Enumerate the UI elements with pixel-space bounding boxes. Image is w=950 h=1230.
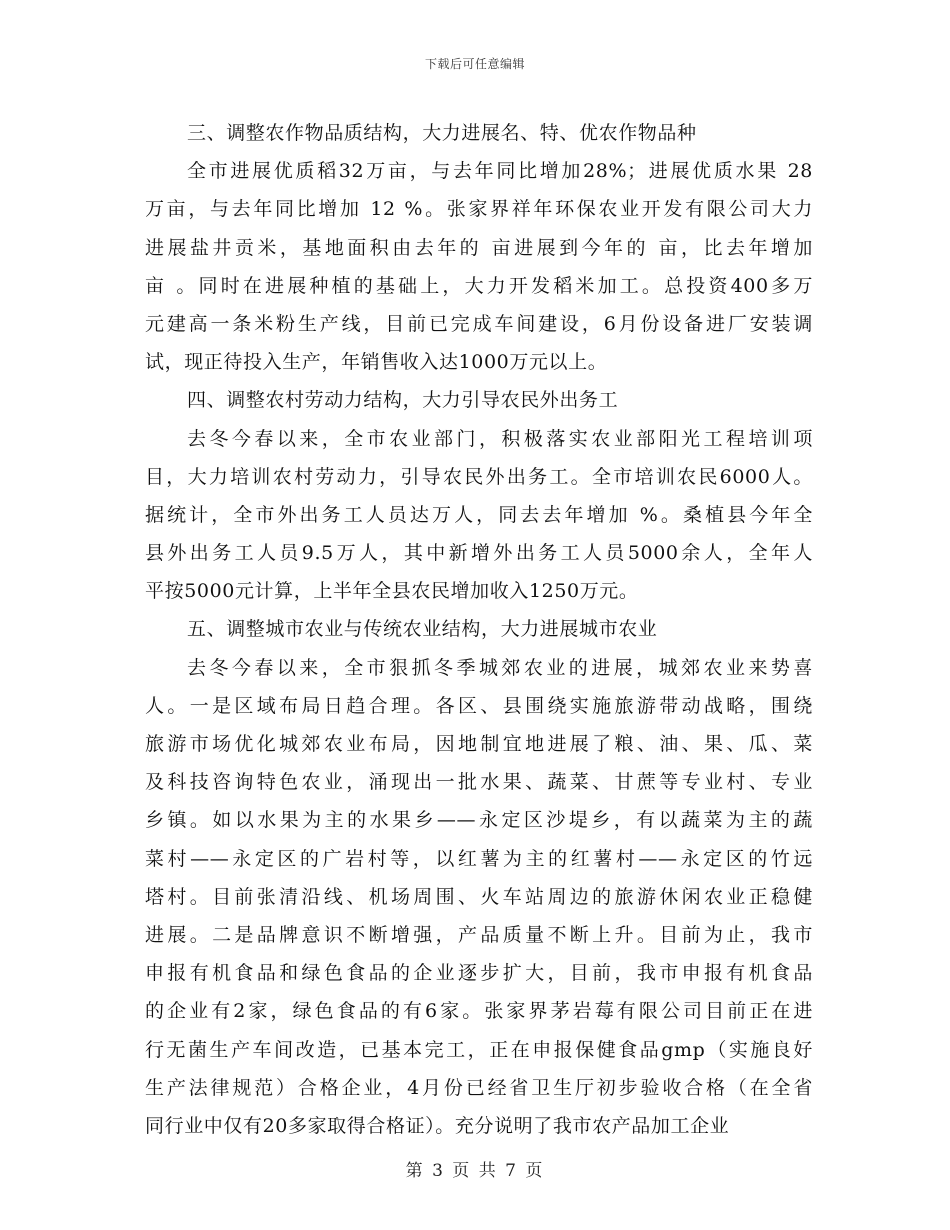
section-heading [145, 610, 813, 648]
section-heading [145, 381, 813, 419]
body-paragraph [145, 152, 813, 381]
text-line: 目，大力培训农村劳动力，引导农民外出务工。全市培训农民6000人。 [145, 465, 813, 488]
text-line: 生产法律规范）合格企业，4月份已经省卫生厅初步验收合格（在全省 [145, 1076, 813, 1099]
text-line: 及科技咨询特色农业，涌现出一批水果、蔬菜、甘蔗等专业村、专业 [145, 771, 813, 794]
text-line: 的企业有2家，绿色食品的有6家。张家界茅岩莓有限公司目前正在进 [145, 1000, 813, 1023]
text-line: 全市进展优质稻32万亩，与去年同比增加28%；进展优质水果 28 [187, 160, 813, 183]
text-line: 塔村。目前张清沿线、机场周围、火车站周边的旅游休闲农业正稳健 [145, 885, 813, 908]
text-line: 同行业中仅有20多家取得合格证）。充分说明了我市农产品加工企业 [145, 1114, 730, 1137]
text-line: 申报有机食品和绿色食品的企业逐步扩大，目前，我市申报有机食品 [145, 962, 813, 985]
text-line: 去冬今春以来，全市农业部门，积极落实农业部阳光工程培训项 [187, 427, 813, 450]
text-line: 行无菌生产车间改造，已基本完工，正在申报保健食品gmp（实施良好 [145, 1038, 813, 1061]
text-line: 平按5000元计算，上半年全县农民增加收入1250万元。 [145, 580, 639, 603]
text-line: 旅游市场优化城郊农业布局，因地制宜地进展了粮、油、果、瓜、菜 [145, 733, 813, 755]
text-line: 元建高一条米粉生产线，目前已完成车间建设，6月份设备进厂安装调 [145, 312, 813, 335]
body-paragraph [145, 649, 813, 1145]
text-line: 万亩，与去年同比增加 12 %。张家界祥年环保农业开发有限公司大力 [145, 198, 813, 221]
text-line: 试，现正待投入生产，年销售收入达1000万元以上。 [145, 351, 608, 374]
page-number: 第 3 页 共 7 页 [405, 1161, 545, 1181]
page-header: 下载后可任意编辑 [424, 57, 525, 71]
section-heading [145, 114, 813, 152]
text-line: 乡镇。如以水果为主的水果乡——永定区沙堤乡，有以蔬菜为主的蔬 [145, 809, 813, 832]
heading-line: 五、调整城市农业与传统农业结构，大力进展城市农业 [187, 618, 658, 641]
text-line: 菜村——永定区的广岩村等，以红薯为主的红薯村——永定区的竹远 [145, 847, 813, 870]
text-line: 据统计，全市外出务工人员达万人，同去去年增加 %。桑植县今年全 [145, 503, 813, 526]
text-line: 去冬今春以来，全市狠抓冬季城郊农业的进展，城郊农业来势喜 [187, 656, 813, 679]
document-body [145, 114, 813, 1145]
text-line: 县外出务工人员9.5万人，其中新增外出务工人员5000余人，全年人 [145, 542, 813, 565]
text-line: 进展。二是品牌意识不断增强，产品质量不断上升。目前为止，我市 [145, 923, 813, 946]
text-line: 进展盐井贡米，基地面积由去年的 亩进展到今年的 亩，比去年增加 [145, 236, 813, 259]
heading-line: 三、调整农作物品质结构，大力进展名、特、优农作物品种 [187, 122, 697, 144]
text-line: 亩 。同时在进展种植的基础上，大力开发稻米加工。总投资400多万 [145, 274, 813, 297]
text-line: 人。一是区域布局日趋合理。各区、县围绕实施旅游带动战略，围绕 [145, 694, 813, 717]
body-paragraph [145, 420, 813, 611]
heading-line: 四、调整农村劳动力结构，大力引导农民外出务工 [187, 389, 619, 412]
